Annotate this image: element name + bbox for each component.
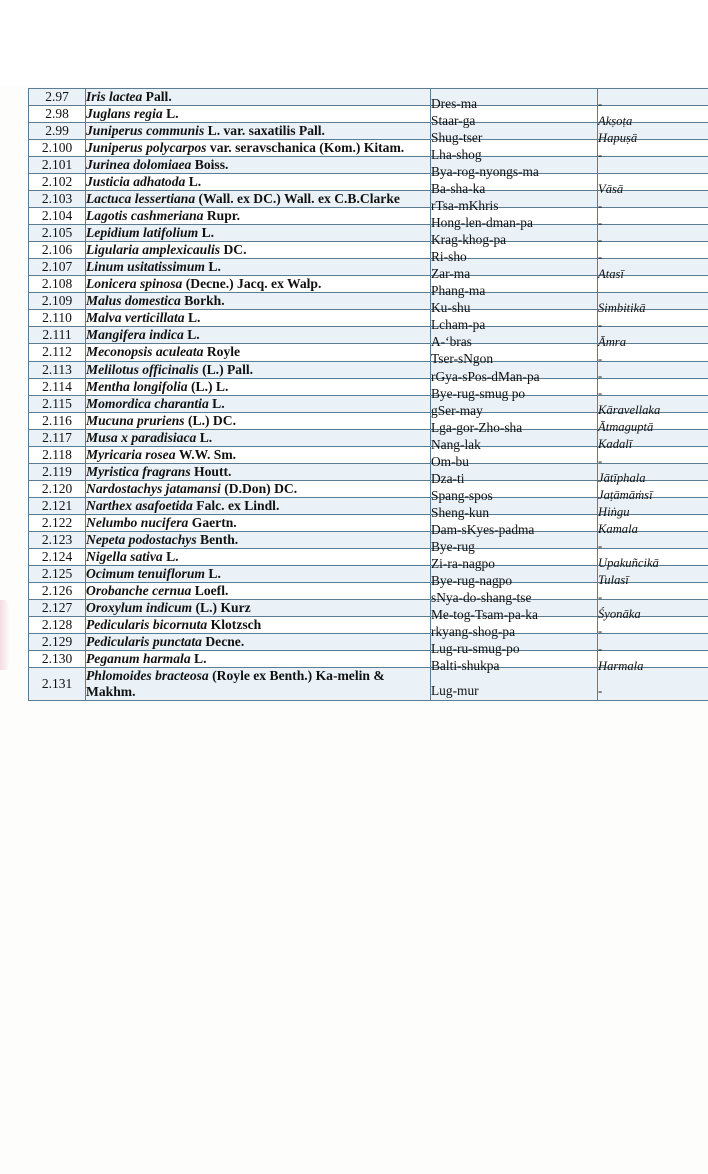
row-number: 2.129 bbox=[29, 634, 86, 651]
author-citation: Pall. bbox=[145, 89, 172, 104]
genus-species: Juglans regia bbox=[86, 106, 163, 122]
scientific-name bbox=[86, 565, 431, 582]
author-citation: L. bbox=[208, 259, 221, 275]
tibetan-name-text: Phang-ma bbox=[431, 283, 486, 299]
row-number: 2.109 bbox=[29, 293, 86, 310]
scientific-name bbox=[86, 668, 431, 701]
author-citation: Loefl. bbox=[194, 582, 229, 598]
scientific-name bbox=[86, 497, 431, 514]
scientific-name bbox=[86, 106, 431, 123]
author-citation: Klotzsch bbox=[210, 616, 262, 632]
author-citation: Gaertn. bbox=[191, 514, 237, 530]
tibetan-name-text: Nang-lak bbox=[431, 436, 481, 452]
genus-species: Nelumbo nucifera bbox=[86, 514, 189, 530]
sanskrit-name-text: - bbox=[598, 641, 603, 656]
tibetan-name-text: Bye-rug-smug po bbox=[431, 385, 526, 401]
author-citation: Borkh. bbox=[184, 293, 225, 309]
scientific-name bbox=[86, 293, 431, 310]
author-citation: L. bbox=[187, 310, 201, 326]
genus-species: Mangifera indica bbox=[86, 327, 184, 343]
author-citation: W.W. Sm. bbox=[178, 446, 237, 462]
scientific-name bbox=[86, 429, 431, 446]
sanskrit-name bbox=[598, 89, 708, 111]
genus-species: Musa x paradisiaca bbox=[86, 429, 197, 445]
author-citation: L. bbox=[166, 106, 179, 122]
scientific-name bbox=[86, 191, 431, 208]
author-citation: (Wall. ex DC.) Wall. ex C.B.Clarke bbox=[198, 191, 400, 207]
tibetan-name-text: Bye-rug-nagpo bbox=[431, 572, 513, 588]
genus-species: Momordica charantia bbox=[86, 395, 209, 411]
row-number: 2.100 bbox=[29, 140, 86, 157]
scientific-name bbox=[86, 634, 431, 651]
sanskrit-name-text: Kāravellaka bbox=[598, 403, 661, 418]
tibetan-name-text: Staar-ga bbox=[431, 113, 476, 129]
author-citation: L. bbox=[212, 395, 225, 411]
author-citation: (Decne.) Jacq. ex Walp. bbox=[185, 276, 322, 292]
genus-species: Nepeta podostachys bbox=[86, 531, 197, 547]
row-number: 2.113 bbox=[29, 361, 86, 378]
row-number: 2.123 bbox=[29, 531, 86, 548]
genus-species: Peganum harmala bbox=[86, 651, 191, 667]
author-citation: (D.Don) DC. bbox=[224, 480, 298, 496]
sanskrit-name bbox=[598, 293, 708, 315]
row-number: 2.111 bbox=[29, 327, 86, 344]
genus-species: Iris lactea bbox=[86, 89, 143, 104]
genus-species: Ligularia amplexicaulis bbox=[86, 242, 221, 258]
scientific-name bbox=[86, 446, 431, 463]
row-number: 2.101 bbox=[29, 157, 86, 174]
sanskrit-name-text: Vāsā bbox=[598, 181, 624, 196]
author-citation: (L.) L. bbox=[191, 378, 229, 394]
sanskrit-name-text: Upakuñcikā bbox=[598, 556, 659, 571]
scientific-name bbox=[86, 225, 431, 242]
tibetan-name-text: rkyang-shog-pa bbox=[431, 623, 516, 639]
scientific-name bbox=[86, 582, 431, 599]
row-number: 2.124 bbox=[29, 548, 86, 565]
row-number: 2.126 bbox=[29, 582, 86, 599]
sanskrit-name-text: Jaṭāmāṁsī bbox=[598, 488, 653, 503]
sanskrit-name-text: - bbox=[598, 317, 603, 332]
sanskrit-name-text: - bbox=[598, 232, 603, 247]
tibetan-name-text: Ri-sho bbox=[431, 249, 467, 265]
tibetan-name-text: Balti-shukpa bbox=[431, 658, 500, 674]
genus-species: Justicia adhatoda bbox=[86, 174, 186, 190]
genus-species: Ocimum tenuiflorum bbox=[86, 565, 205, 581]
tibetan-name-text: Ku-shu bbox=[431, 300, 471, 316]
scientific-name bbox=[86, 378, 431, 395]
sanskrit-name-text: Kadalī bbox=[598, 437, 633, 452]
author-citation: L. bbox=[188, 174, 202, 190]
table-row bbox=[29, 174, 708, 191]
tibetan-name-text: Lcham-pa bbox=[431, 317, 486, 333]
author-citation: L. bbox=[187, 327, 200, 343]
author-citation: L. bbox=[194, 651, 207, 667]
author-citation: (L.) DC. bbox=[188, 412, 236, 428]
author-citation: L. bbox=[166, 548, 179, 564]
sanskrit-name-text: Jātīphala bbox=[598, 471, 646, 486]
author-citation: Decne. bbox=[205, 634, 245, 649]
tibetan-name-text: Krag-khog-pa bbox=[431, 232, 507, 248]
scientific-name bbox=[86, 174, 431, 191]
tibetan-name-text: A-ʻbras bbox=[431, 334, 472, 350]
scientific-name bbox=[86, 463, 431, 480]
genus-species: Juniperus polycarpos bbox=[86, 140, 207, 156]
tibetan-name-text: Sheng-kun bbox=[431, 504, 490, 520]
page-top-margin bbox=[0, 0, 708, 86]
sanskrit-name-text: Tulasī bbox=[598, 573, 629, 588]
row-number: 2.112 bbox=[29, 344, 86, 361]
row-number: 2.121 bbox=[29, 497, 86, 514]
author-citation: L. bbox=[201, 225, 215, 241]
scientific-name bbox=[86, 651, 431, 668]
scientific-name bbox=[86, 412, 431, 429]
row-number: 2.125 bbox=[29, 565, 86, 582]
tibetan-name-text: Lug-ru-smug-po bbox=[431, 641, 520, 657]
genus-species: Nigella sativa bbox=[86, 548, 163, 564]
genus-species: Oroxylum indicum bbox=[86, 599, 193, 615]
tibetan-name-text: Spang-spos bbox=[431, 487, 493, 503]
row-number: 2.104 bbox=[29, 208, 86, 225]
scientific-name bbox=[86, 599, 431, 616]
genus-species: Juniperus communis bbox=[86, 123, 205, 139]
row-number: 2.98 bbox=[29, 106, 86, 123]
genus-species: Jurinea dolomiaea bbox=[86, 157, 192, 173]
genus-species: Mucuna pruriens bbox=[86, 412, 185, 428]
scientific-name bbox=[86, 242, 431, 259]
sanskrit-name-text: Āmra bbox=[598, 334, 626, 349]
row-number: 2.97 bbox=[29, 89, 86, 106]
genus-species: Lonicera spinosa bbox=[86, 276, 183, 292]
author-citation: Benth. bbox=[200, 531, 239, 547]
table-row bbox=[29, 89, 708, 106]
row-number: 2.103 bbox=[29, 191, 86, 208]
author-citation: Houtt. bbox=[194, 463, 232, 479]
genus-species: Myristica fragrans bbox=[86, 463, 191, 479]
scientific-name bbox=[86, 480, 431, 497]
tibetan-name-text: Tser-sNgon bbox=[431, 351, 494, 367]
author-citation: Royle bbox=[206, 344, 241, 360]
tibetan-name-text: rTsa-mKhris bbox=[431, 198, 499, 214]
tibetan-name-text: Om-bu bbox=[431, 453, 469, 469]
sanskrit-name-text: - bbox=[598, 198, 603, 213]
tibetan-name-text: Dam-sKyes-padma bbox=[431, 521, 535, 537]
genus-species: Linum usitatissimum bbox=[86, 259, 205, 275]
row-number: 2.107 bbox=[29, 259, 86, 276]
row-number: 2.105 bbox=[29, 225, 86, 242]
genus-species: Malva verticillata bbox=[86, 310, 185, 326]
tibetan-name-text: Ba-sha-ka bbox=[431, 181, 486, 197]
sanskrit-name-text: - bbox=[598, 624, 603, 639]
author-citation: (Royle ex Benth.) Ka-melin & Makhm. bbox=[86, 668, 385, 700]
scientific-name bbox=[86, 208, 431, 225]
row-number: 2.116 bbox=[29, 412, 86, 429]
tibetan-name bbox=[431, 89, 598, 112]
scientific-name bbox=[86, 123, 431, 140]
scientific-name bbox=[86, 276, 431, 293]
scientific-name bbox=[86, 344, 431, 361]
row-number: 2.114 bbox=[29, 378, 86, 395]
scientific-name bbox=[86, 259, 431, 276]
sanskrit-name-text: Harmala bbox=[598, 658, 644, 673]
tibetan-name-text: sNya-do-shang-tse bbox=[431, 589, 532, 605]
scientific-name bbox=[86, 531, 431, 548]
author-citation: Falc. ex Lindl. bbox=[196, 497, 280, 513]
author-citation: DC. bbox=[223, 242, 247, 258]
tibetan-name-text: Lga-gor-Zho-sha bbox=[431, 419, 523, 435]
author-citation: var. seravschanica (Kom.) Kitam. bbox=[209, 140, 405, 156]
row-number: 2.108 bbox=[29, 276, 86, 293]
tibetan-name-text: Me-tog-Tsam-pa-ka bbox=[431, 606, 538, 622]
sanskrit-name-text: - bbox=[598, 96, 603, 111]
species-table bbox=[28, 88, 708, 701]
genus-species: Meconopsis aculeata bbox=[86, 344, 204, 360]
sanskrit-name-text: Ātmaguptā bbox=[598, 420, 654, 435]
genus-species: Lepidium latifolium bbox=[86, 225, 199, 241]
scientific-name bbox=[86, 616, 431, 633]
author-citation: L. bbox=[208, 565, 221, 581]
row-number: 2.110 bbox=[29, 310, 86, 327]
scientific-name bbox=[86, 548, 431, 565]
scientific-name bbox=[86, 327, 431, 344]
author-citation: Rupr. bbox=[206, 208, 240, 224]
tibetan-name-text: Dres-ma bbox=[431, 96, 478, 112]
genus-species: Myricaria rosea bbox=[86, 446, 176, 462]
row-number: 2.131 bbox=[29, 668, 86, 701]
sanskrit-name-text: - bbox=[598, 539, 603, 554]
genus-species: Lactuca lessertiana bbox=[86, 191, 196, 207]
tibetan-name-text: Shug-tser bbox=[431, 130, 483, 146]
author-citation: Boiss. bbox=[194, 157, 229, 173]
sanskrit-name bbox=[598, 174, 708, 196]
scientific-name bbox=[86, 157, 431, 174]
row-number: 2.119 bbox=[29, 463, 86, 480]
row-number: 2.128 bbox=[29, 616, 86, 633]
scientific-name bbox=[86, 514, 431, 531]
sanskrit-name-text: - bbox=[598, 683, 603, 698]
row-number: 2.102 bbox=[29, 174, 86, 191]
scientific-name bbox=[86, 89, 431, 106]
author-citation: L. bbox=[199, 429, 213, 445]
genus-species: Melilotus officinalis bbox=[86, 361, 199, 377]
sanskrit-name-text: - bbox=[598, 215, 603, 230]
row-number: 2.120 bbox=[29, 480, 86, 497]
row-number: 2.106 bbox=[29, 242, 86, 259]
genus-species: Mentha longifolia bbox=[86, 378, 188, 394]
sanskrit-name-text: - bbox=[598, 351, 603, 366]
tibetan-name-text: rGya-sPos-dMan-pa bbox=[431, 368, 540, 384]
tibetan-name-text: Bya-rog-nyongs-ma bbox=[431, 164, 539, 180]
tibetan-name-text: Zi-ra-nagpo bbox=[431, 555, 495, 571]
row-number: 2.117 bbox=[29, 429, 86, 446]
scientific-name bbox=[86, 310, 431, 327]
genus-species: Nardostachys jatamansi bbox=[86, 480, 221, 496]
scientific-name bbox=[86, 395, 431, 412]
author-citation: (L.) Pall. bbox=[202, 361, 254, 377]
author-citation: L. var. saxatilis Pall. bbox=[207, 123, 325, 139]
table-row bbox=[29, 293, 708, 310]
sanskrit-name-text: Śyonāka bbox=[598, 607, 641, 622]
page-edge-smudge bbox=[0, 600, 10, 670]
row-number: 2.127 bbox=[29, 599, 86, 616]
genus-species: Phlomoides bracteosa bbox=[86, 668, 209, 684]
genus-species: Lagotis cashmeriana bbox=[86, 208, 204, 224]
tibetan-name-text: Bye-rug bbox=[431, 538, 475, 554]
row-number: 2.118 bbox=[29, 446, 86, 463]
scientific-name bbox=[86, 361, 431, 378]
genus-species: Pedicularis punctata bbox=[86, 634, 202, 649]
sanskrit-name-text: - bbox=[598, 249, 603, 264]
sanskrit-name-text: Kamala bbox=[598, 522, 638, 537]
row-number: 2.115 bbox=[29, 395, 86, 412]
sanskrit-name-text: - bbox=[598, 147, 603, 162]
tibetan-name-text: gSer-may bbox=[431, 402, 483, 418]
sanskrit-name-text: - bbox=[598, 369, 603, 384]
scientific-name bbox=[86, 140, 431, 157]
sanskrit-name-text: Akṣoṭa bbox=[598, 113, 633, 128]
sanskrit-name-text: - bbox=[598, 386, 603, 401]
sanskrit-name-text: Hiṅgu bbox=[598, 505, 630, 520]
species-table-wrapper bbox=[28, 88, 708, 701]
genus-species: Orobanche cernua bbox=[86, 582, 192, 598]
row-number: 2.99 bbox=[29, 123, 86, 140]
tibetan-name-text: Hong-len-dman-pa bbox=[431, 215, 533, 231]
sanskrit-name-text: Simbitikā bbox=[598, 300, 646, 315]
genus-species: Malus domestica bbox=[86, 293, 181, 309]
species-table-body bbox=[29, 89, 708, 701]
tibetan-name-text: Dza-ti bbox=[431, 470, 465, 486]
genus-species: Pedicularis bicornuta bbox=[86, 616, 208, 632]
tibetan-name-text: Zar-ma bbox=[431, 266, 471, 282]
sanskrit-name-text: - bbox=[598, 454, 603, 469]
sanskrit-name-text: Atasī bbox=[598, 266, 624, 281]
genus-species: Narthex asafoetida bbox=[86, 497, 193, 513]
tibetan-name-text: Lha-shog bbox=[431, 147, 482, 163]
tibetan-name-text: Lug-mur bbox=[431, 683, 479, 699]
row-number: 2.130 bbox=[29, 651, 86, 668]
row-number: 2.122 bbox=[29, 514, 86, 531]
author-citation: (L.) Kurz bbox=[195, 599, 251, 615]
sanskrit-name-text: - bbox=[598, 590, 603, 605]
sanskrit-name-text: Hapuṣā bbox=[598, 130, 638, 145]
